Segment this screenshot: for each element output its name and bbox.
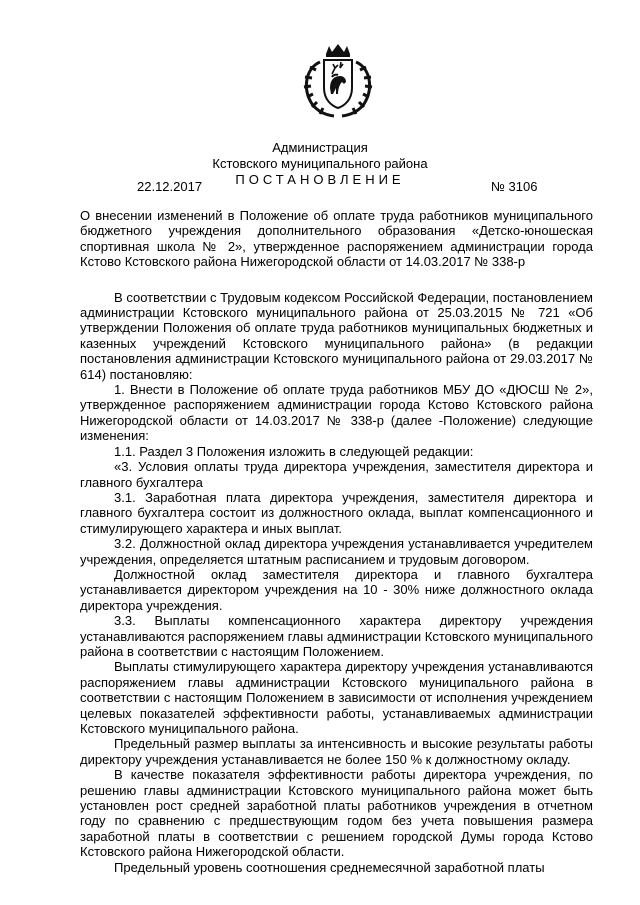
org-name-line2: Кстовского муниципального района (212, 156, 428, 171)
body-paragraph: В качестве показателя эффективности работы директора учреждения, по решению главы администрации Кстовского муниципального района может быть установлен рост средней заработной платы работников учреждения в отчетном году по сравнению с предшествующим годом без учета повышения размера заработной платы в соответствии с решением городской Думы города Кстово Кстовского района Нижегородской области. (80, 767, 593, 860)
body-paragraph: 1. Внести в Положение об оплате труда работников МБУ ДО «ДЮСШ № 2», утвержденное распоряжением администрации города Кстово Кстовского района Нижегородской области от 14.03.2017 № 338-р (далее -Положение) следующие изменения: (80, 382, 593, 444)
body-paragraph: Предельный размер выплаты за интенсивность и высокие результаты работы директору учреждения устанавливается не более 150 % к должностному окладу. (80, 736, 593, 767)
org-name-line1: Администрация (272, 140, 368, 155)
body-paragraph: 3.1. Заработная плата директора учреждения, заместителя директора и главного бухгалтера состоит из должностного оклада, выплат компенсационного и стимулирующего характера и иных выплат. (80, 489, 593, 536)
body-paragraph: 3.3. Выплаты компенсационного характера директору учреждения устанавливаются распоряжением главы администрации Кстовского муниципального района в соответствии с настоящим Положением. (80, 613, 593, 659)
document-type-heading: ПОСТАНОВЛЕНИЕ (235, 172, 405, 187)
body-paragraph: Предельный уровень соотношения среднемесячной заработной платы (114, 859, 545, 875)
document-date: 22.12.2017 (137, 179, 203, 194)
body-paragraph: В соответствии с Трудовым кодексом Российской Федерации, постановлением администрации Кстовского муниципального района от 25.03.2015 № 721 «Об утверждении Положения об оплате труда работников муниципальных бюджетных и казенных учреждений Кстовского муниципального района» (в редакции постановления администрации Кстовского муниципального района от 29.03.2017 № 614) постановляю: (80, 289, 593, 382)
body-paragraph: «3. Условия оплаты труда директора учреждения, заместителя директора и главного бухгалтера (80, 459, 593, 490)
body-paragraph: 3.2. Должностной оклад директора учреждения устанавливается учредителем учреждения, определяется штатным расписанием и трудовым договором. (80, 536, 593, 567)
coat-of-arms-emblem (296, 44, 380, 118)
body-paragraph: Выплаты стимулирующего характера директору учреждения устанавливаются распоряжением главы администрации Кстовского муниципального района в соответствии с настоящим Положением в зависимости от исполнения учреждением целевых показателей эффективности работы, устанавливаемых администрации Кстовского муниципального района. (80, 659, 593, 736)
body-paragraph: 1.1. Раздел 3 Положения изложить в следующей редакции: (114, 443, 474, 459)
body-paragraph: Должностной оклад заместителя директора и главного бухгалтера устанавливается директором учреждения на 10 - 30% ниже должностного оклада директора учреждения. (80, 566, 593, 613)
document-number: № 3106 (491, 179, 538, 194)
document-body (80, 208, 593, 875)
document-title: О внесении изменений в Положение об оплате труда работников муниципального бюджетного учреждения дополнительного образования «Детско-юношеская спортивная школа № 2», утвержденное распоряжением администрации города Кстово Кстовского района Нижегородской области от 14.03.2017 № 338-р (80, 208, 593, 270)
